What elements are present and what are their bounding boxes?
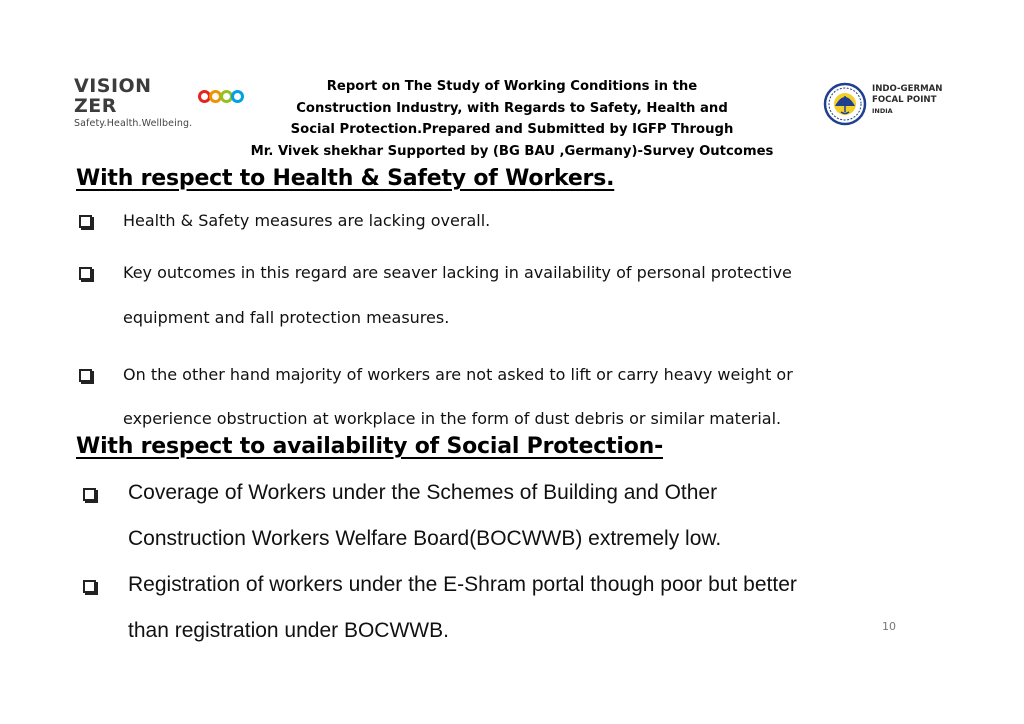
bullet-text: Coverage of Workers under the Schemes of Building and Other — [128, 481, 718, 504]
report-title-line: Report on The Study of Working Conditions in the — [326, 79, 698, 94]
bullet-text: Health & Safety measures are lacking overall. — [123, 211, 491, 230]
section-heading-health-safety: With respect to Health & Safety of Workers. — [76, 166, 615, 191]
bullet-text: equipment and fall protection measures. — [123, 308, 450, 327]
report-title-line: Mr. Vivek shekhar Supported by (BG BAU ,Germany)-Survey Outcomes — [250, 143, 774, 159]
bullet-text: than registration under BOCWWB. — [128, 619, 449, 642]
vision-zero-tagline: Safety.Health.Wellbeing. — [74, 118, 193, 129]
focal-point-line1: INDO-GERMAN — [872, 84, 943, 94]
indo-german-focal-point-logo — [823, 82, 963, 126]
checkbox-bullet-icon — [83, 488, 96, 501]
globe-emblem-icon — [823, 82, 867, 126]
checkbox-bullet-icon — [79, 369, 92, 382]
focal-point-line2: FOCAL POINT — [872, 95, 937, 105]
bullet-text: On the other hand majority of workers are not asked to lift or carry heavy weight or — [123, 365, 793, 384]
checkbox-bullet-icon — [79, 267, 92, 280]
bullet-text: Construction Workers Welfare Board(BOCWWB) extremely low. — [128, 527, 722, 550]
checkbox-bullet-icon — [79, 215, 92, 228]
report-title — [200, 76, 824, 162]
page-number: 10 — [882, 620, 896, 633]
checkbox-bullet-icon — [83, 580, 96, 593]
bullet-text: experience obstruction at workplace in the form of dust debris or similar material. — [123, 409, 782, 428]
bullet-text: Key outcomes in this regard are seaver lacking in availability of personal protective — [123, 263, 792, 282]
report-title-line: Construction Industry, with Regards to Safety, Health and — [296, 100, 728, 116]
bullet-text: Registration of workers under the E-Shram portal though poor but better — [128, 573, 797, 596]
section-heading-social-protection: With respect to availability of Social Protection- — [76, 434, 663, 459]
focal-point-line3: INDIA — [872, 107, 893, 115]
vision-zero-brand-text: VISION ZER — [74, 75, 152, 117]
report-title-line: Social Protection.Prepared and Submitted by IGFP Through — [290, 122, 734, 137]
